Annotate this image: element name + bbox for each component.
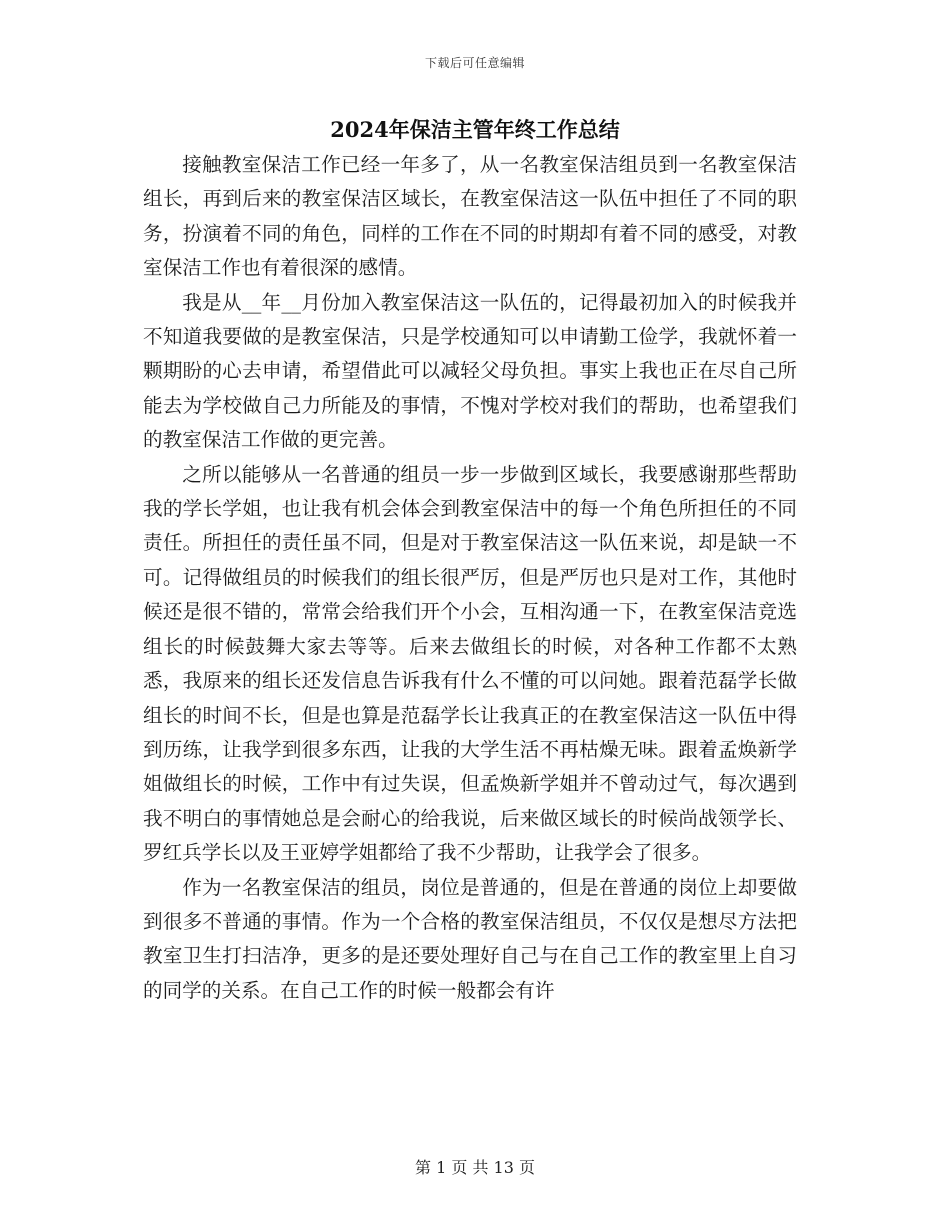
paragraph-3: 之所以能够从一名普通的组员一步一步做到区域长，我要感谢那些帮助我的学长学姐，也让我有机会体会到教室保洁中的每一个角色所担任的不同责任。所担任的责任虽不同，但是对于教室保洁这一队伍来说，却是缺一不可。记得做组员的时候我们的组长很严厉，但是严厉也只是对工作，其他时候还是很不错的，常常会给我们开个小会，互相沟通一下，在教室保洁竞选组长的时候鼓舞大家去等等。后来去做组长的时候，对各种工作都不太熟悉，我原来的组长还发信息告诉我有什么不懂的可以问她。跟着范磊学长做组长的时间不长，但是也算是范磊学长让我真正的在教室保洁这一队伍中得到历练，让我学到很多东西，让我的大学生活不再枯燥无味。跟着孟焕新学姐做组长的时候，工作中有过失误，但孟焕新学姐并不曾动过气，每次遇到我不明白的事情她总是会耐心的给我说，后来做区域长的时候尚战领学长、罗红兵学长以及王亚婷学姐都给了我不少帮助，让我学会了很多。 xyxy=(143,462,797,865)
page-number-footer: 第 1 页 共 13 页 xyxy=(415,1158,535,1177)
paragraph-4: 作为一名教室保洁的组员，岗位是普通的，但是在普通的岗位上却要做到很多不普通的事情。作为一个合格的教室保洁组员，不仅仅是想尽方法把教室卫生打扫洁净，更多的是还要处理好自己与在自己工作的教室里上自习的同学的关系。在自己工作的时候一般都会有许 xyxy=(143,875,797,1002)
document-title: 2024年保洁主管年终工作总结 xyxy=(330,117,620,142)
paragraph-2: 我是从__年__月份加入教室保洁这一队伍的，记得最初加入的时候我并不知道我要做的是教室保洁，只是学校通知可以申请勤工俭学，我就怀着一颗期盼的心去申请，希望借此可以减轻父母负担。事实上我也正在尽自己所能去为学校做自己力所能及的事情，不愧对学校对我们的帮助，也希望我们的教室保洁工作做的更完善。 xyxy=(143,290,797,452)
paragraph-1: 接触教室保洁工作已经一年多了，从一名教室保洁组员到一名教室保洁组长，再到后来的教室保洁区域长，在教室保洁这一队伍中担任了不同的职务，扮演着不同的角色，同样的工作在不同的时期却有着不同的感受，对教室保洁工作也有着很深的感情。 xyxy=(143,153,797,280)
header-note: 下载后可任意编辑 xyxy=(424,56,525,70)
document-body xyxy=(143,148,797,1008)
